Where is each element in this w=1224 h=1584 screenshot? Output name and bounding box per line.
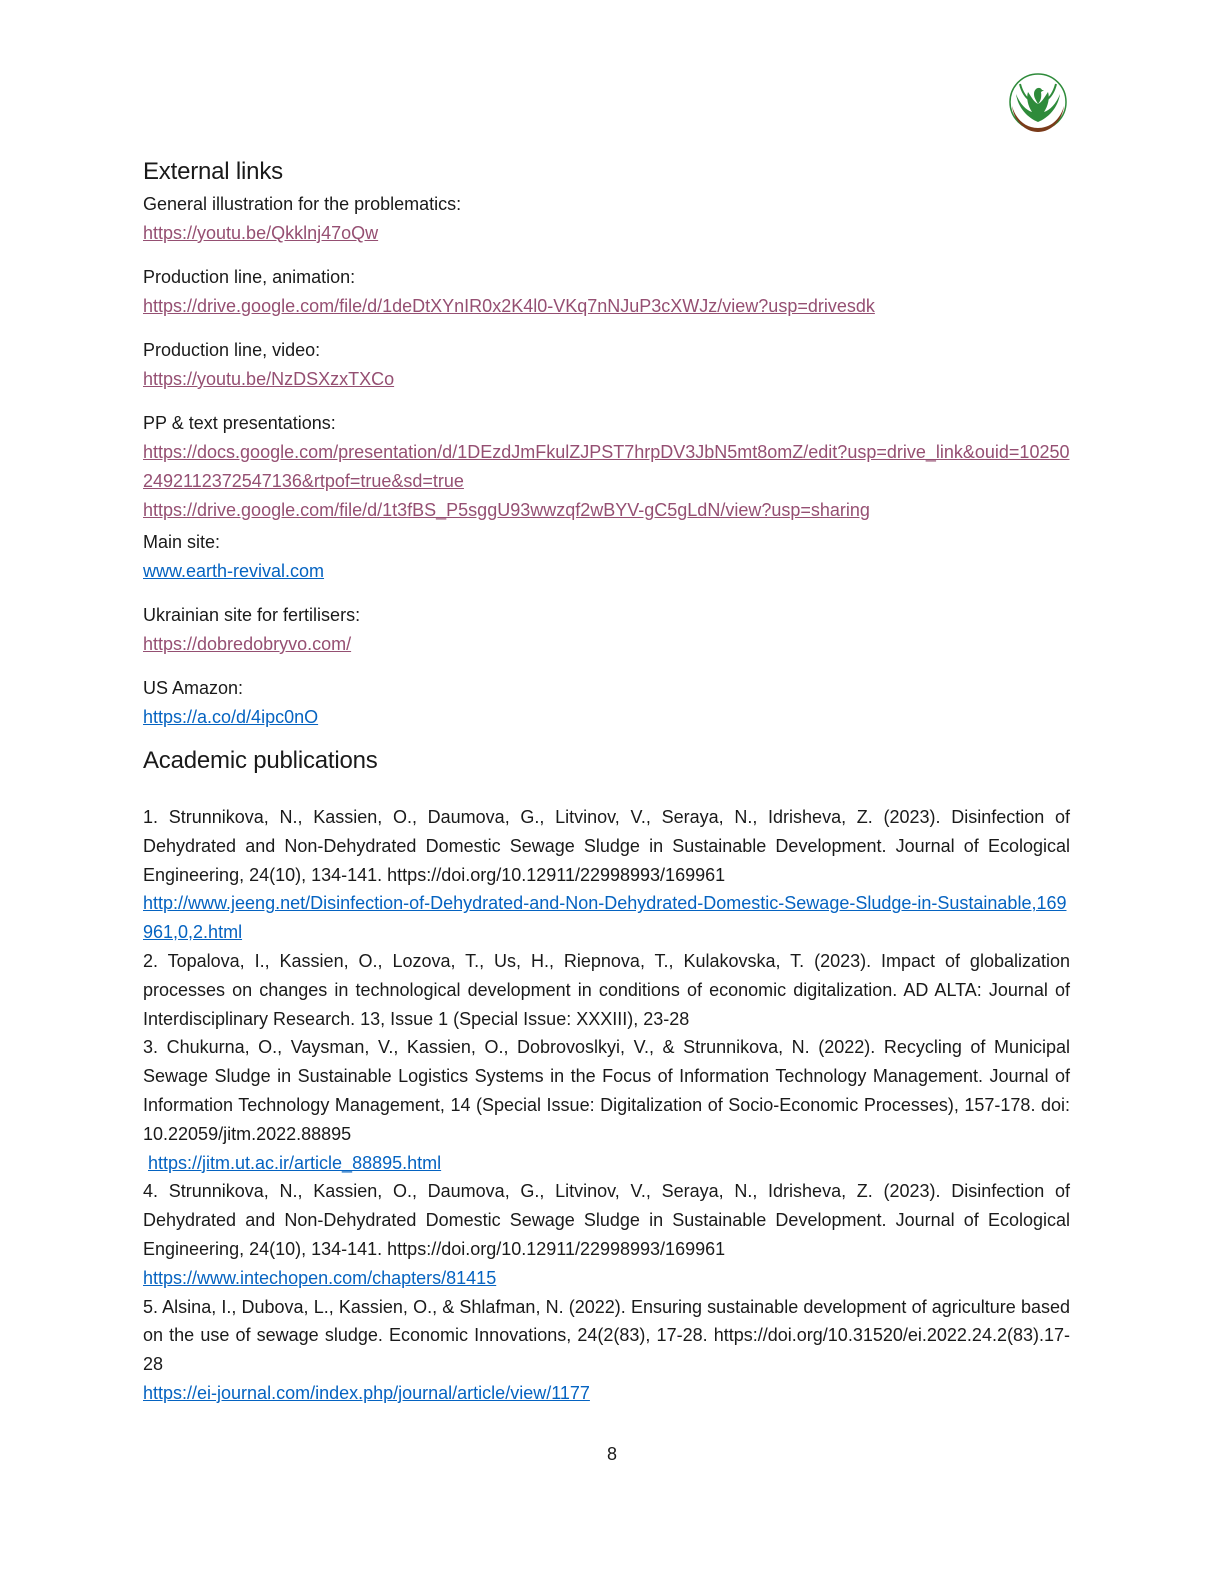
publication-link[interactable]: https://jitm.ut.ac.ir/article_88895.html bbox=[148, 1152, 442, 1173]
link-youtube-video[interactable]: https://youtu.be/NzDSXzxTXCo bbox=[143, 369, 395, 389]
publication-citation: 2. Topalova, I., Kassien, O., Lozova, T., Us, H., Riepnova, T., Kulakovska, T. (2023). Impact of globalization processes on changes in technological development in conditions of economic digitalization. AD ALTA: Journal of Interdisciplinary Research. 13, Issue 1 (Special Issue: XXXIII), 23-28 bbox=[143, 950, 1070, 1029]
section-title-academic-publications: Academic publications bbox=[143, 747, 378, 774]
link-group-main-site bbox=[143, 528, 1070, 586]
link-group-presentations bbox=[143, 409, 1070, 525]
link-label: Ukrainian site for fertilisers: bbox=[143, 605, 361, 625]
link-group-animation bbox=[143, 263, 1070, 321]
link-label: Production line, animation: bbox=[143, 267, 356, 287]
publication-link[interactable]: https://ei-journal.com/index.php/journal/article/view/1177 bbox=[143, 1382, 590, 1403]
link-label: US Amazon: bbox=[143, 678, 244, 698]
link-label: General illustration for the problematics: bbox=[143, 194, 462, 214]
link-group-video bbox=[143, 336, 1070, 394]
publication-link[interactable]: https://www.intechopen.com/chapters/81415 bbox=[143, 1267, 497, 1288]
publication-item bbox=[143, 803, 1070, 947]
link-main-site[interactable]: www.earth-revival.com bbox=[143, 561, 325, 581]
publication-citation: 5. Alsina, I., Dubova, L., Kassien, O., & Shlafman, N. (2022). Ensuring sustainable development of agriculture based on the use of sewage sludge. Economic Innovations, 24(2(83), 17-28. https://doi.org/10.31520/ei.2022.24.2(83).17-28 bbox=[143, 1296, 1070, 1375]
link-youtube-illustration[interactable]: https://youtu.be/Qkklnj47oQw bbox=[143, 223, 379, 243]
publication-item bbox=[143, 947, 1070, 1033]
publication-list bbox=[143, 803, 1070, 1408]
section-title-external-links: External links bbox=[143, 158, 283, 185]
publication-citation: 1. Strunnikova, N., Kassien, O., Daumova, G., Litvinov, V., Seraya, N., Idrisheva, Z. (2023). Disinfection of Dehydrated and Non-Dehydrated Domestic Sewage Sludge in Sustainable Development. Journal of Ecological Engineering, 24(10), 134-141. https://doi.org/10.12911/22998993/169961 bbox=[143, 807, 1070, 885]
publication-item bbox=[143, 1293, 1070, 1408]
publication-citation: 4. Strunnikova, N., Kassien, O., Daumova, G., Litvinov, V., Seraya, N., Idrisheva, Z. (2023). Disinfection of Dehydrated and Non-Dehydrated Domestic Sewage Sludge in Sustainable Development. Journal of Ecological Engineering, 24(10), 134-141. https://doi.org/10.12911/22998993/169961 bbox=[143, 1181, 1070, 1259]
link-group-illustration bbox=[143, 190, 1070, 248]
content bbox=[143, 158, 1070, 1408]
publication-link[interactable]: http://www.jeeng.net/Disinfection-of-Dehydrated-and-Non-Dehydrated-Domestic-Sewage-Sludge-in-Sustainable,169961,0,2.html bbox=[143, 893, 1067, 943]
link-group-ukrainian-site bbox=[143, 601, 1070, 659]
link-label: Production line, video: bbox=[143, 340, 321, 360]
link-label: Main site: bbox=[143, 532, 221, 552]
link-us-amazon[interactable]: https://a.co/d/4ipc0nO bbox=[143, 707, 319, 727]
link-drive-animation[interactable]: https://drive.google.com/file/d/1deDtXYnIR0x2K4l0-VKq7nNJuP3cXWJz/view?usp=drivesdk bbox=[143, 296, 875, 316]
publication-item bbox=[143, 1033, 1070, 1177]
link-label: PP & text presentations: bbox=[143, 413, 336, 433]
link-ukrainian-site[interactable]: https://dobredobryvo.com/ bbox=[143, 634, 352, 654]
phoenix-logo-icon bbox=[1008, 72, 1068, 134]
publication-citation: 3. Chukurna, O., Vaysman, V., Kassien, O., Dobrovoslkyi, V., & Strunnikova, N. (2022). Recycling of Municipal Sewage Sludge in Sustainable Logistics Systems in the Focus of Information Technology Management. Journal of Information Technology Management, 14 (Special Issue: Digitalization of Socio-Economic Processes), 157-178. doi: 10.22059/jitm.2022.88895 bbox=[143, 1037, 1070, 1144]
link-drive-presentation[interactable]: https://drive.google.com/file/d/1t3fBS_P5sggU93wwzqf2wBYV-gC5gLdN/view?usp=sharing bbox=[143, 500, 870, 520]
page-number: 8 bbox=[606, 1444, 617, 1464]
link-group-amazon bbox=[143, 674, 1070, 732]
link-docs-presentation[interactable]: https://docs.google.com/presentation/d/1DEzdJmFkulZJPST7hrpDV3JbN5mt8omZ/edit?usp=drive_link&ouid=102502492112372547136&rtpof=true&sd=true bbox=[143, 442, 1070, 491]
publication-item bbox=[143, 1177, 1070, 1292]
